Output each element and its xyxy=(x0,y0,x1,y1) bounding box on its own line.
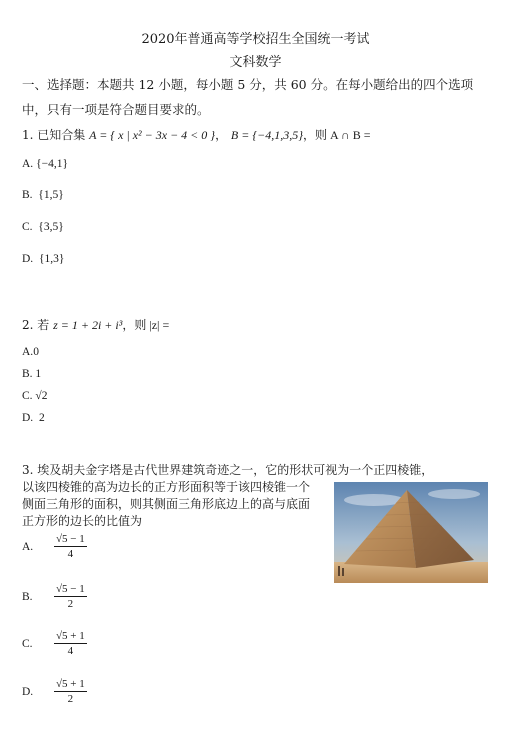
question-1-ask: ，则 A ∩ B = xyxy=(303,128,371,142)
question-3-line3: 侧面三角形的面积，则其侧面三角形底边上的高与底面 xyxy=(22,497,311,511)
exam-subtitle: 文科数学 xyxy=(229,55,282,70)
question-2 xyxy=(22,316,169,333)
pyramid-photo xyxy=(334,482,488,583)
question-2-option-d[interactable]: D. 2 xyxy=(22,412,45,424)
section-instructions-line1: 一、选择题：本题共 12 小题，每小题 5 分，共 60 分。在每小题给出的四个选项 xyxy=(22,77,474,92)
question-1-set-a: A = { x | x² − 3x − 4 < 0 } xyxy=(89,128,216,142)
question-2-option-a[interactable]: A.0 xyxy=(22,346,39,358)
question-1-option-c[interactable]: C. {3,5} xyxy=(22,221,64,233)
question-3-option-a[interactable]: A. $\frac{√5 - 1}{4}$ xyxy=(22,533,85,560)
question-1-option-a[interactable]: A. {−4,1} xyxy=(22,158,68,170)
question-3-line4: 正方形的边长的比值为 xyxy=(22,514,143,528)
question-2-option-b[interactable]: B. 1 xyxy=(22,368,42,380)
question-3-option-d[interactable]: D. $\frac{√5 + 1}{2}$ xyxy=(22,678,85,705)
question-2-prefix: 2. 若 xyxy=(22,318,50,332)
question-1-set-b: B = {−4,1,3,5} xyxy=(230,128,304,142)
question-1-option-b[interactable]: B. {1,5} xyxy=(22,189,64,201)
exam-title: 2020年普通高等学校招生全国统一考试 xyxy=(141,32,370,47)
question-3-option-b[interactable]: B. $\frac{√5 - 1}{2}$ xyxy=(22,583,85,610)
section-instructions-line2: 中，只有一项是符合题目要求的。 xyxy=(22,102,210,117)
question-3-option-c[interactable]: C. $\frac{√5 + 1}{4}$ xyxy=(22,630,85,657)
question-1-option-d[interactable]: D. {1,3} xyxy=(22,253,65,265)
question-3-line1: 3. 埃及胡夫金字塔是古代世界建筑奇迹之一，它的形状可视为一个正四棱锥， xyxy=(22,463,434,477)
question-1-prefix: 1. 已知合集 xyxy=(22,128,86,142)
question-2-expression: z = 1 + 2i + i³ xyxy=(53,318,123,332)
question-1: 1. 已知合集 A = { x | x² − 3x − 4 < 0 }， B = {−4,1,3,5}，则 A ∩ B = xyxy=(22,128,371,142)
question-2-ask: ，则 |z| = xyxy=(122,318,170,332)
question-2-option-c[interactable]: C. √2 xyxy=(22,390,48,402)
question-3-line2: 以该四棱锥的高为边长的正方形面积等于该四棱锥一个 xyxy=(22,480,311,494)
